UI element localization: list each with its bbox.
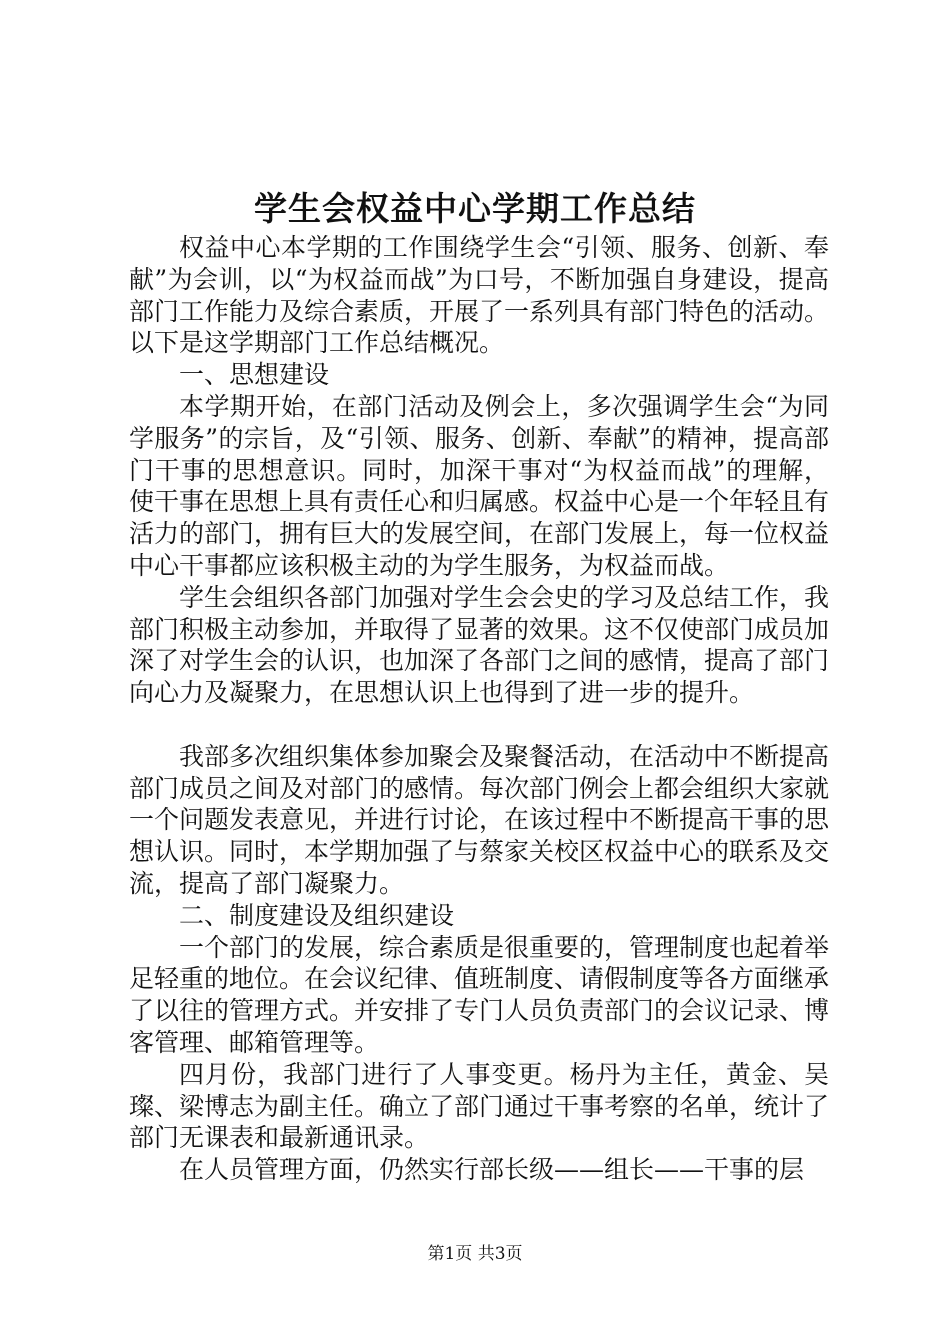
section-heading-system: 二、制度建设及组织建设 [179, 900, 455, 930]
page-footer: 第1页 共3页 [427, 1244, 523, 1264]
paragraph-ideology-3: 我部多次组织集体参加聚会及聚餐活动，在活动中不断提高部门成员之间及对部门的感情。每次部门例会上都会组织大家就一个问题发表意见，并进行讨论，在该过程中不断提高干事的思想认识。同时，本学期加强了与蔡家关校区权益中心的联系及交流，提高了部门凝聚力。 [129, 741, 830, 898]
document-title: 学生会权益中心学期工作总结 [254, 189, 696, 228]
paragraph-intro: 权益中心本学期的工作围绕学生会“引领、服务、创新、奉献”为会训，以“为权益而战”为口号，不断加强自身建设，提高部门工作能力及综合素质，开展了一系列具有部门特色的活动。以下是这学期部门工作总结概况。 [129, 233, 830, 358]
paragraph-system-3: 在人员管理方面，仍然实行部长级——组长——干事的层 [179, 1155, 805, 1185]
paragraph-system-1: 一个部门的发展，综合素质是很重要的，管理制度也起着举足轻重的地位。在会议纪律、值班制度、请假制度等各方面继承了以往的管理方式。并安排了专门人员负责部门的会议记录、博客管理、邮箱管理等。 [129, 932, 830, 1057]
paragraph-system-2: 四月份，我部门进行了人事变更。杨丹为主任，黄金、吴璨、梁博志为副主任。确立了部门通过干事考察的名单，统计了部门无课表和最新通讯录。 [129, 1059, 830, 1153]
paragraph-spacer [129, 709, 829, 741]
paragraph-ideology-2: 学生会组织各部门加强对学生会会史的学习及总结工作，我部门积极主动参加，并取得了显著的效果。这不仅使部门成员加深了对学生会的认识，也加深了各部门之间的感情，提高了部门向心力及凝聚力，在思想认识上也得到了进一步的提升。 [129, 582, 830, 708]
paragraph-ideology-1: 本学期开始，在部门活动及例会上，多次强调学生会“为同学服务”的宗旨，及“引领、服务、创新、奉献”的精神，提高部门干事的思想意识。同时，加深干事对“为权益而战”的理解，使干事在思想上具有责任心和归属感。权益中心是一个年轻且有活力的部门，拥有巨大的发展空间，在部门发展上，每一位权益中心干事都应该积极主动的为学生服务，为权益而战。 [129, 391, 830, 580]
section-heading-ideology: 一、思想建设 [179, 360, 330, 390]
document-body [129, 232, 829, 1186]
